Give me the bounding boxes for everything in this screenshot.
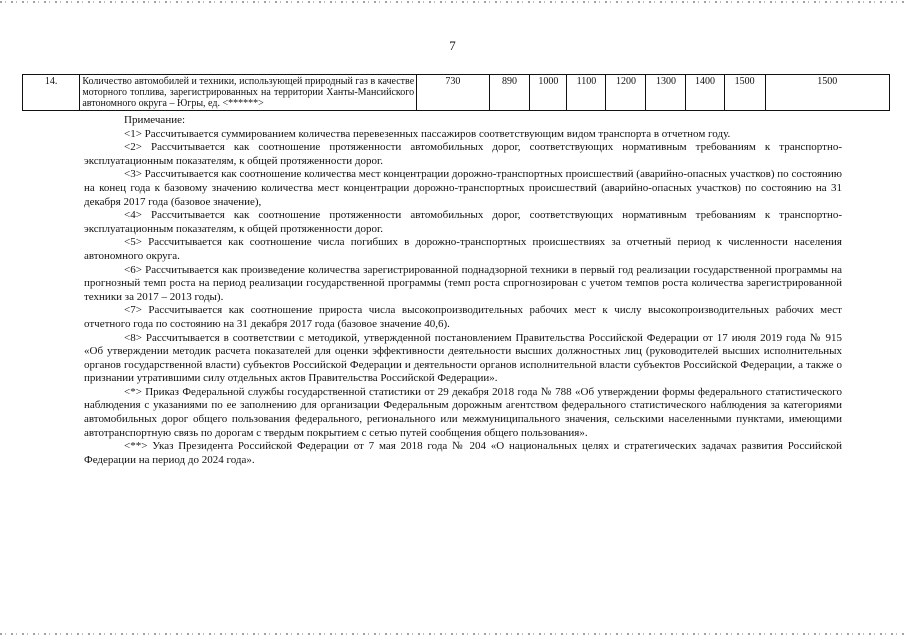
- note-item: <1> Рассчитывается суммированием количества перевезенных пассажиров соответствующим видом транспорта в отчетном году.: [124, 127, 731, 140]
- value-cell: 890: [489, 75, 530, 111]
- value-cell: 730: [417, 75, 490, 111]
- value-cell: 1300: [646, 75, 686, 111]
- value-cell: 1000: [530, 75, 567, 111]
- scan-edge-bottom: [0, 633, 905, 635]
- note-item: <2> Рассчитывается как соотношение протяженности автомобильных дорог, соответствующих нормативным требованиям к транспортно-эксплуатационным показателям, к общей протяженности дорог.: [84, 141, 842, 167]
- table-row: [23, 75, 890, 111]
- row-number: 14.: [23, 75, 80, 111]
- scan-edge-top: [0, 1, 905, 3]
- indicator-name: Количество автомобилей и техники, использующей природный газ в качестве моторного топлива, зарегистрированных на территории Ханты-Мансийского автономного округа – Югры, ед. <******>: [80, 75, 417, 111]
- note-item: <6> Рассчитывается как произведение количества зарегистрированной поднадзорной техники в первый год реализации государственной программы на прогнозный темп роста на период реализации государственной программы (темп роста спрогнозирован с учетом темпов роста количества зарегистрированной техники за 2017 – 2013 годы).: [84, 263, 842, 303]
- note-item: <5> Рассчитывается как соотношение числа погибших в дорожно-транспортных происшествиях за отчетный период к численности населения автономного округа.: [84, 236, 842, 262]
- value-cell: 1400: [686, 75, 724, 111]
- note-item: <8> Рассчитывается в соответствии с методикой, утвержденной постановлением Правительства Российской Федерации от 17 июля 2019 года № 915 «Об утверждении методик расчета показателей для оценки эффективности деятельности высших должностных лиц (руководителей высших исполнительных органов государственной власти) субъектов Российской Федерации и деятельности органов исполнительной власти субъектов Российской Федерации, а также о признании утратившими силу отдельных актов Правительства Российской Федерации».: [84, 331, 842, 385]
- note-item: <4> Рассчитывается как соотношение протяженности автомобильных дорог, соответствующих нормативным требованиям к транспортно-эксплуатационным показателям, к общей протяженности дорог.: [84, 209, 842, 235]
- note-item: <3> Рассчитывается как соотношение количества мест концентрации дорожно-транспортных происшествий (аварийно-опасных участков) по состоянию на конец года к базовому значению количества мест концентрации дорожно-транспортных происшествий (аварийно-опасных участков) по состоянию на 31 декабря 2017 года (базовое значение),: [84, 168, 842, 208]
- value-cell: 1200: [606, 75, 646, 111]
- page-number: 7: [449, 38, 456, 53]
- note-item: <7> Рассчитывается как соотношение прироста числа высокопроизводительных рабочих мест к числу высокопроизводительных рабочих мест отчетного года по состоянию на 31 декабря 2017 года (базовое значение 40,6).: [84, 304, 842, 330]
- notes-section: [84, 114, 842, 467]
- note-item: <*> Приказ Федеральной службы государственной статистики от 29 декабря 2018 года № 788 «Об утверждении формы федерального статистического наблюдения с указаниями по ее заполнению для организации Федеральным дорожным агентством федерального статистического наблюдения за категориями автомобильных дорог общего пользования федерального, регионального или межмуниципального значения, сельскими населенными пунктами, имеющими автотранспортную связь по дорогам с твердым покрытием с сетью путей сообщения общего пользования».: [84, 385, 842, 439]
- value-cell: 1100: [567, 75, 606, 111]
- notes-title: Примечание:: [124, 114, 186, 126]
- indicators-table: [22, 74, 890, 111]
- value-cell: 1500: [724, 75, 765, 111]
- value-cell: 1500: [765, 75, 889, 111]
- note-item: <**> Указ Президента Российской Федерации от 7 мая 2018 года № 204 «О национальных целях и стратегических задачах развития Российской Федерации на период до 2024 года».: [84, 440, 842, 466]
